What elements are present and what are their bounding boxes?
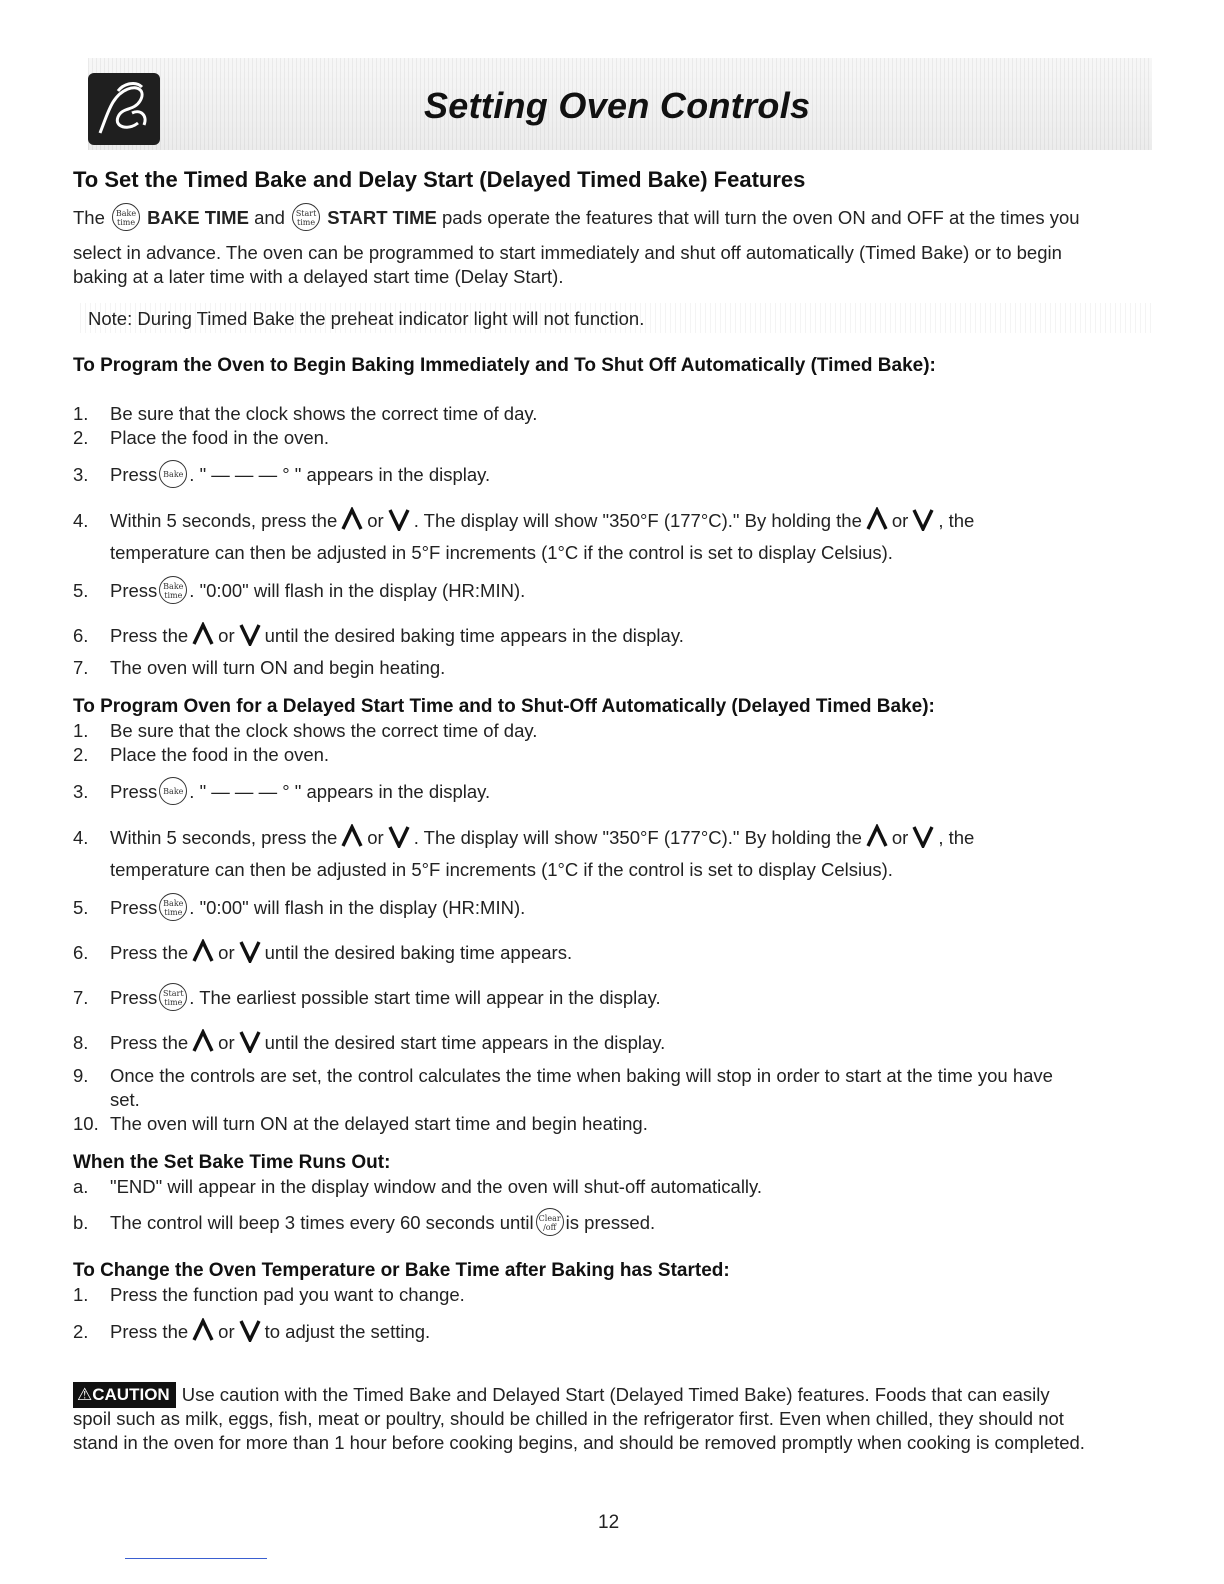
oven-logo-icon	[88, 73, 160, 145]
note-box	[80, 303, 1152, 333]
up-arrow-icon	[866, 507, 888, 531]
note-text: Note: During Timed Bake the preheat indicator light will not function.	[88, 308, 645, 329]
footer-rule	[125, 1558, 267, 1559]
page-title: Setting Oven Controls	[424, 85, 811, 126]
caution-line-3: stand in the oven for more than 1 hour before cooking begins, and should be removed promptly when cooking is completed.	[73, 1432, 1085, 1453]
clear-off-pad-icon: Clear /off	[536, 1208, 564, 1236]
down-arrow-icon	[239, 1318, 261, 1342]
up-arrow-icon	[192, 1029, 214, 1053]
up-arrow-icon	[192, 939, 214, 963]
down-arrow-icon	[239, 939, 261, 963]
bake-pad-icon: Bake	[159, 777, 187, 805]
start-time-pad-icon: Start time	[292, 203, 320, 231]
up-arrow-icon	[192, 622, 214, 646]
section-title: To Set the Timed Bake and Delay Start (Delayed Timed Bake) Features	[73, 167, 806, 192]
bake-time-pad-icon: Bake time	[112, 203, 140, 231]
caution-line-1: ⚠CAUTION Use caution with the Timed Bake and Delayed Start (Delayed Timed Bake) features. Foods that can easily	[73, 1382, 1050, 1408]
down-arrow-icon	[388, 507, 410, 531]
caution-badge: ⚠CAUTION	[73, 1382, 176, 1408]
bake-time-pad-icon: Bake time	[159, 893, 187, 921]
change-heading: To Change the Oven Temperature or Bake Time after Baking has Started:	[73, 1260, 730, 1281]
runs-out-heading: When the Set Bake Time Runs Out:	[73, 1152, 391, 1173]
down-arrow-icon	[388, 824, 410, 848]
down-arrow-icon	[239, 622, 261, 646]
up-arrow-icon	[341, 507, 363, 531]
bake-pad-icon: Bake	[159, 460, 187, 488]
up-arrow-icon	[341, 824, 363, 848]
start-time-pad-icon: Start time	[159, 983, 187, 1011]
up-arrow-icon	[192, 1318, 214, 1342]
header-banner	[88, 58, 1152, 150]
intro-line-1: The Bake time BAKE TIME and Start time START TIME pads operate the features that will turn the oven ON and OFF at the times you	[73, 206, 1080, 231]
up-arrow-icon	[866, 824, 888, 848]
caution-line-2: spoil such as milk, eggs, fish, meat or poultry, should be chilled in the refrigerator first. Even when chilled, they should not	[73, 1408, 1064, 1429]
page-number: 12	[598, 1512, 620, 1533]
down-arrow-icon	[239, 1029, 261, 1053]
down-arrow-icon	[912, 824, 934, 848]
timed-bake-heading: To Program the Oven to Begin Baking Immediately and To Shut Off Automatically (Timed Bake):	[73, 355, 936, 376]
manual-page: Setting Oven Controls To Set the Timed Bake and Delay Start (Delayed Timed Bake) Features The Bake time BAKE TIME and Start time START TIME pads operate the features that will turn the oven ON and OFF at the times you select in advance. The oven can be programmed to start immediately and shut off automatically (Timed Bake) or to begin baking at a later time with a delayed start time (Delay Start). Note: During Timed Bake the preheat indicator light will not function. To Program the Oven to Begin Baking Immediately and To Shut Off Automatically (Timed Bake): 1. Be sure that the clock shows the correct time of day. 2. Place the food in the oven. 3. Press Bake . " — — — ° " appears in the display. 4. Within 5 seconds, press the or . The display will show "350°F (177°C)." By holding the or , the temperature can then be adjusted in 5°F increments (1°C if the control is set to display Celsius). 5. Press Bake time . "0:00" will flash in the display (HR:MIN). 6. Press the or until the desired baking time appears in the display. 7. The oven will turn ON and begin heating. To Program Oven for a Delayed Start Time and to Shut-Off Automatically (Delayed Timed Bake): 1. Be sure that the clock shows the correct time of day. 2. Place the food in the oven. 3. Press Bake . " — — — ° " appears in the display. 4. Within 5 seconds, press the or . The display will show "350°F (177°C)." By holding the or , the temperature can then be adjusted in 5°F increments (1°C if the control is set to display Celsius). 5. Press Bake time . "0:00" will flash in the display (HR:MIN). 6. Press the or until the desired baking time appears. 7. Press Start time . The earliest possible start time will appear in the display. 8. Press the or until the desired start time appears in the display. 9. Once the controls are set, the control calculates the time when baking will stop in order to start at the time you have set. 10. The oven will turn ON at the delayed start time and begin heating. When the Set Bake Time Runs Out: a. "END" will appear in the display window and the oven will shut-off automatically. b. The control will beep 3 times every 60 seconds until Clear /off is pressed. To Change the Oven Temperature or Bake Time after Baking has Started: 1. Press the function pad you want to change. 2. Press the or to adjust the setting. ⚠CAUTION Use caution with the Timed Bake and Delayed Start (Delayed Timed Bake) features. Foods that can easily spoil such as milk, eggs, fish, meat or poultry, should be chilled in the refrigerator first. Even when chilled, they should not stand in the oven for more than 1 hour before cooking begins, and should be removed promptly when cooking is completed. 12	[0, 0, 1224, 1584]
intro-line-3: baking at a later time with a delayed start time (Delay Start).	[73, 266, 564, 287]
bake-time-pad-icon: Bake time	[159, 576, 187, 604]
delayed-bake-heading: To Program Oven for a Delayed Start Time and to Shut-Off Automatically (Delayed Timed Bake):	[73, 696, 935, 717]
intro-line-2: select in advance. The oven can be programmed to start immediately and shut off automatically (Timed Bake) or to begin	[73, 242, 1062, 263]
down-arrow-icon	[912, 507, 934, 531]
